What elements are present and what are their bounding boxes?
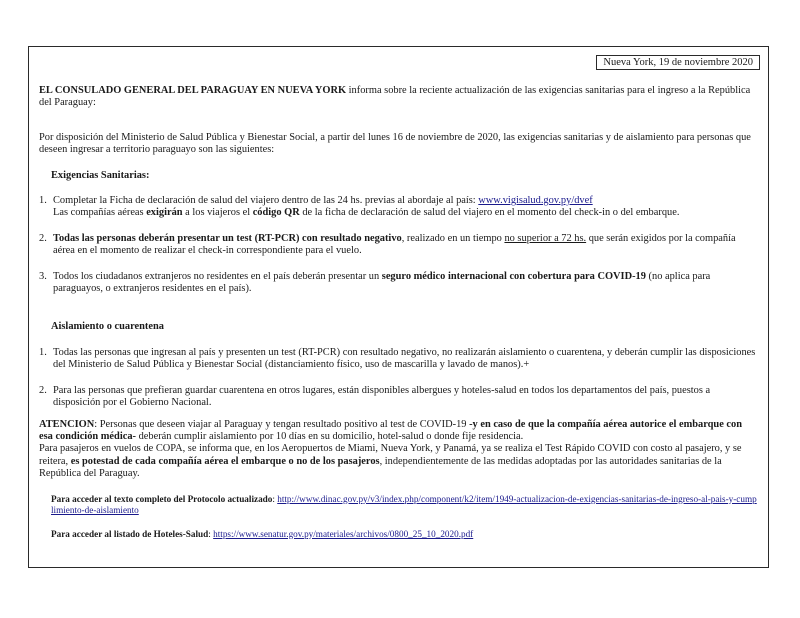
protocolo-line: Para acceder al texto completo del Protocolo actualizado: http://www.dinac.gov.py/v3/index.php/component/k2/item/1949-actualizacion-de-exigencias-sanitarias-de-ingreso-al-pais-y-cumplimiento-de-aislamiento (51, 493, 757, 515)
list-item: 3. Todos los ciudadanos extranjeros no residentes en el país deberán presentar un seguro médico internacional con cobertura para COVID-19 (no aplica para paraguayos, o extranjeros residentes en el país). (39, 270, 711, 295)
list-item: 2. Todas las personas deberán presentar un test (RT-PCR) con resultado negativo, realizado en un tiempo no superior a 72 hs. que serán exigidos por la compañía aérea en el momento de realizar el check-in correspondiente para el vuelo. (39, 232, 736, 257)
intro-paragraph: EL CONSULADO GENERAL DEL PARAGUAY EN NUEVA YORK informa sobre la reciente actualización de las exigencias sanitarias para el ingreso a la República del Paraguay: (39, 85, 751, 109)
section-heading-aislamiento: Aislamiento o cuarentena (51, 321, 164, 333)
hoteles-link[interactable]: https://www.senatur.gov.py/materiales/archivos/0800_25_10_2020.pdf (213, 528, 474, 539)
document-frame (28, 46, 769, 568)
vigisalud-link[interactable]: www.vigisalud.gov.py/dvef (478, 195, 593, 207)
copa-paragraph: Para pasajeros en vuelos de COPA, se informa que, en los Aeropuertos de Miami, Nueva York, y Panamá, ya se realiza el Test Rápido COVID con costo al pasajero, y se reitera, es potestad de cada compañía aérea el embarque o no de los pasajeros, independientemente de las medidas adoptadas por las autoridades sanitarias de la República del Paraguay. (39, 443, 742, 480)
date-box: Nueva York, 19 de noviembre 2020 (596, 55, 760, 70)
list-item: 2. Para las personas que prefieran guardar cuarentena en otros lugares, están disponibles albergues y hoteles-salud en todos los departamentos del país, puestos a disposición por el Gobierno Nacional. (39, 384, 711, 409)
atencion-paragraph: ATENCION: Personas que deseen viajar al Paraguay y tengan resultado positivo al test de COVID-19 -y en caso de que la compañía aérea autorice el embarque con esa condición médica- deberán cumplir aislamiento por 10 días en su domicilio, hotel-salud o donde fije residencia. (39, 418, 742, 442)
consulate-name: EL CONSULADO GENERAL DEL PARAGUAY EN NUEVA YORK (39, 85, 347, 96)
document-body (39, 85, 757, 540)
protocolo-link[interactable]: http://www.dinac.gov.py/v3/index.php/component/k2/item/1949-actualizacion-de-exigencias-sanitarias-de-ingreso-al-pais-y-cumplimiento-de-aislamiento (51, 493, 757, 515)
list-item: 1. Completar la Ficha de declaración de salud del viajero dentro de las 24 hs. previas al abordaje al país: www.vigisalud.gov.py/dvef Las compañías aéreas exigirán a los viajeros el código QR de la ficha de declaración de salud del viajero en el momento del check-in o del embarque. (39, 195, 680, 219)
section-heading-exigencias: Exigencias Sanitarias: (51, 169, 150, 181)
list-item: 1. Todas las personas que ingresan al país y presenten un test (RT-PCR) con resultado negativo, no realizarán aislamiento o cuarentena, y deberán cumplir las disposiciones del Ministerio de Salud Pública y Bienestar Social (distanciamiento físico, uso de mascarilla y lavado de manos).+ (39, 346, 756, 371)
disposition-paragraph: Por disposición del Ministerio de Salud Pública y Bienestar Social, a partir del lunes 16 de noviembre de 2020, las exigencias sanitarias y de aislamiento para personas que deseen ingresar a territorio paraguayo son las siguientes: (39, 131, 751, 156)
hoteles-line: Para acceder al listado de Hoteles-Salud: https://www.senatur.gov.py/materiales/archivos/0800_25_10_2020.pdf (51, 528, 474, 539)
